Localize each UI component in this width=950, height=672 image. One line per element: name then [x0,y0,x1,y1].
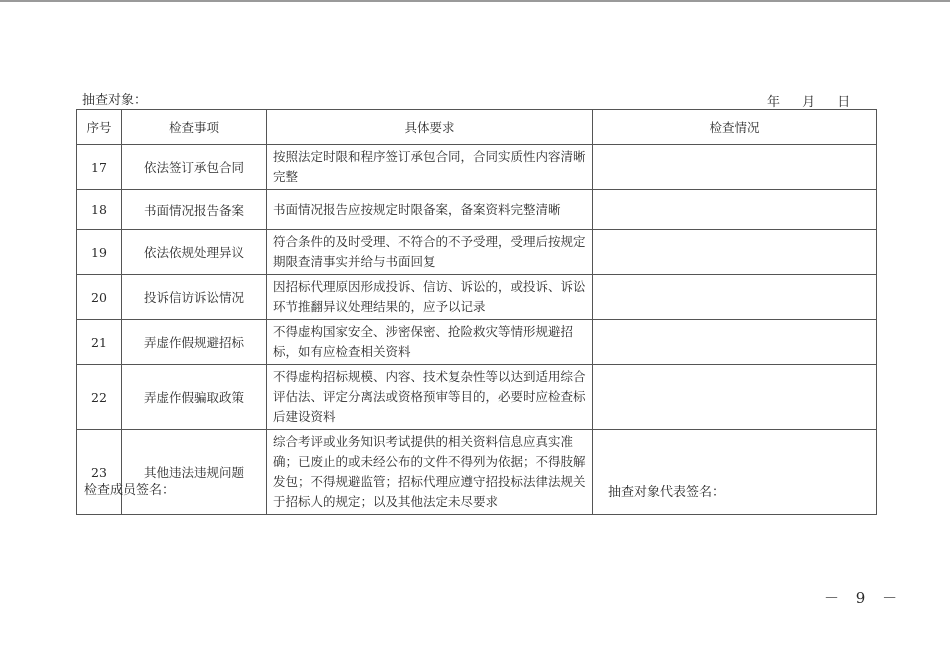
date-label: 年 月 日 [767,95,851,110]
row-number: 20 [77,275,122,320]
row-requirement: 按照法定时限和程序签订承包合同，合同实质性内容清晰完整 [267,145,593,190]
column-header-status: 检查情况 [593,110,877,145]
inspection-table [76,109,877,515]
row-requirement: 综合考评或业务知识考试提供的相关资料信息应真实准确；已废止的或未经公布的文件不得列为依据；不得肢解发包；不得规避监管；招标代理应遵守招投标法律法规关于招标人的规定；以及其他法定未尽要求 [267,430,593,515]
row-item: 投诉信访诉讼情况 [122,275,267,320]
table-row [77,230,877,275]
table-header-row [77,110,877,145]
row-item: 其他违法违规问题 [122,430,267,515]
row-requirement: 书面情况报告应按规定时限备案，备案资料完整清晰 [267,190,593,230]
table-row [77,145,877,190]
row-status-cell[interactable] [593,275,877,320]
page-number: － 9 － [824,589,904,607]
representative-signature-label: 抽查对象代表签名： [608,485,726,500]
row-requirement: 符合条件的及时受理、不符合的不予受理，受理后按规定期限查清事实并给与书面回复 [267,230,593,275]
page-top-edge [0,0,950,2]
row-number: 21 [77,320,122,365]
table-row [77,320,877,365]
row-number: 18 [77,190,122,230]
row-status-cell[interactable] [593,190,877,230]
inspected-party-label: 抽查对象： [82,93,148,108]
column-header-requirement: 具体要求 [267,110,593,145]
row-status-cell[interactable] [593,430,877,515]
row-status-cell[interactable] [593,320,877,365]
column-header-number: 序号 [77,110,122,145]
row-requirement: 因招标代理原因形成投诉、信访、诉讼的，或投诉、诉讼环节推翻异议处理结果的，应予以记录 [267,275,593,320]
table-row [77,190,877,230]
column-header-item: 检查事项 [122,110,267,145]
table-row [77,275,877,320]
row-requirement: 不得虚构招标规模、内容、技术复杂性等以达到适用综合评估法、评定分离法或资格预审等目的，必要时应检查标后建设资料 [267,365,593,430]
inspector-signature-label: 检查成员签名： [84,483,176,498]
row-number: 17 [77,145,122,190]
row-item: 弄虚作假规避招标 [122,320,267,365]
row-status-cell[interactable] [593,145,877,190]
row-number: 23 [77,430,122,515]
row-item: 依法依规处理异议 [122,230,267,275]
row-item: 弄虚作假骗取政策 [122,365,267,430]
row-requirement: 不得虚构国家安全、涉密保密、抢险救灾等情形规避招标，如有应检查相关资料 [267,320,593,365]
row-number: 19 [77,230,122,275]
row-item: 书面情况报告备案 [122,190,267,230]
table-row [77,430,877,515]
row-status-cell[interactable] [593,230,877,275]
row-item: 依法签订承包合同 [122,145,267,190]
table-row [77,365,877,430]
row-number: 22 [77,365,122,430]
row-status-cell[interactable] [593,365,877,430]
